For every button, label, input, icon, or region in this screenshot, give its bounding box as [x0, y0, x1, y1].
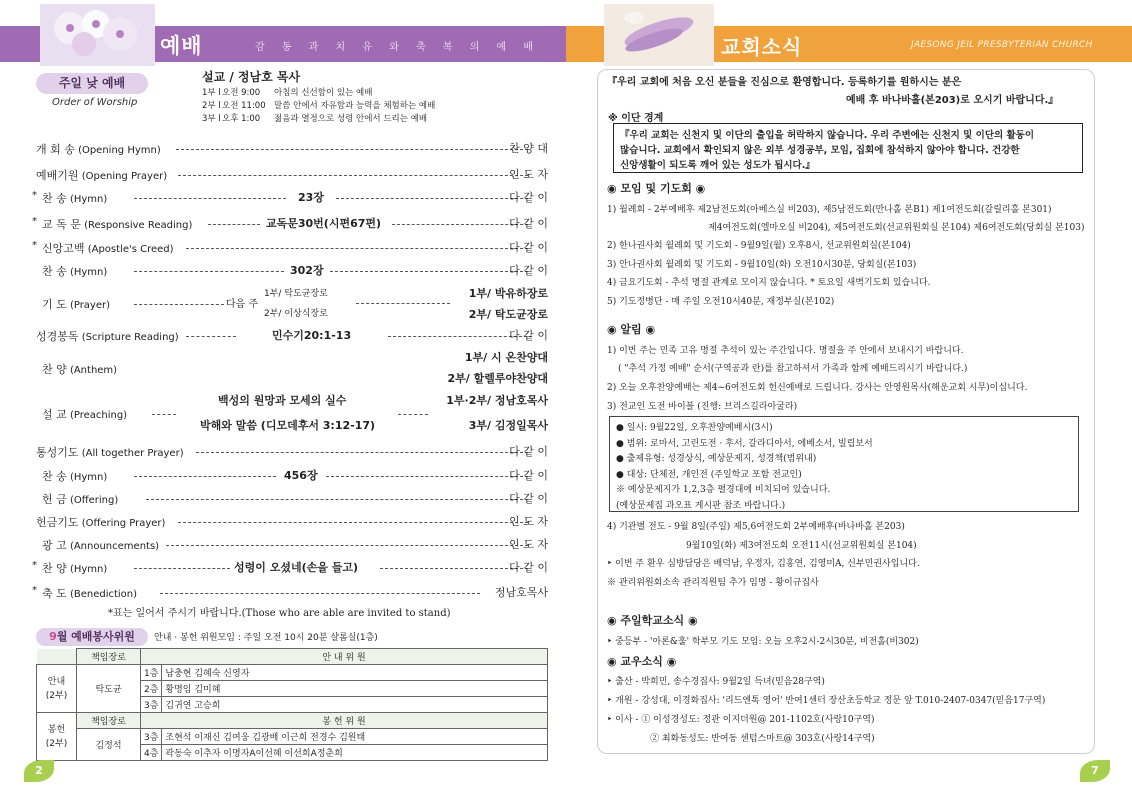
flower-photo-icon [40, 4, 155, 66]
page-number-right: 7 [1080, 760, 1110, 782]
worship-pill: 주일 낮 예배 [36, 73, 148, 94]
right-header-bar [566, 26, 1132, 62]
list-item: 4) 기관별 전도 - 9월 8일(주일) 제5,6여전도회 2부예배후(바나바홀 본203) [607, 522, 905, 532]
welcome-line-1: 『우리 교회에 처음 오신 분들을 진심으로 환영합니다. 등록하기를 원하시는 분은 [607, 77, 962, 88]
guide-elder: 탁도균 [77, 665, 141, 713]
left-header-subtitle: 감 동 과 치 유 와 축 복 의 예 배 [255, 42, 541, 53]
bible-challenge-box: ● 일시: 9월22일, 오후찬양예배시(3시) ● 범위: 로마서, 고린도전 · 후서, 갈라디아서, 에베소서, 빌립보서 ● 출제유형: 성경상식, 예상문제지, 성경책(범위내) ● 대상: 단체전, 개인전 (주일학교 포함 전교인) ※ 예상문제지가 1,2,3층 펼경대에 비치되어 있습니다. (예상문제집 과오표 게시판 참조 바랍니다.) [609, 416, 1079, 512]
order-row-scripture: 성경봉독 (Scripture Reading) 민수기20:1-13 다 같 이 [36, 329, 548, 343]
order-row-hymn-4: * 찬 양 (Hymn) 성령이 오셨네(손을 들고) 다 같 이 [32, 560, 548, 575]
table-row: 곽동숙 이추자 이명자A이선혜 이선희A정춘희 [162, 745, 548, 761]
left-header-bar [0, 26, 566, 62]
heresy-warning-box: 『우리 교회는 신천지 및 이단의 출입을 허락하지 않습니다. 우리 주변에는 신천지 및 이단의 활동이 많습니다. 교회에서 확인되지 않은 외부 성경공부, 모임, 집회에 참석하지 않아야 합니다. 건강한 신앙생활이 되도록 깨어 있는 성도가 됩시다.』 [613, 123, 1083, 173]
service-line: 1부 l오전 9:00 아침의 신선함이 있는 예배 [202, 88, 373, 98]
section-sunday-school: ◉ 주일학교소식 ◉ [607, 614, 698, 627]
order-row-responsive-reading: * 교 독 문 (Responsive Reading) 교독문30번(시편67편) 다 같 이 [32, 216, 548, 231]
order-row-together-prayer: 통성기도 (All together Prayer) 다 같 이 [36, 445, 548, 459]
heresy-warning-title: ※ 이단 경계 [608, 113, 664, 124]
table-row: 김귀연 고승희 [162, 697, 548, 713]
schedule-note: 안내 · 봉헌 위원모임 : 주일 오전 10시 20분 샬롬실(1층) [154, 633, 378, 643]
order-row-offering: 헌 금 (Offering) 다 같 이 [42, 492, 548, 506]
list-item: ※ 관리위원회소속 관리직원팀 추가 임명 - 황이규집사 [607, 578, 819, 588]
list-item: ‣ 개원 - 강성대, 이경화집사: '리드엔톡 영어' 반여1센터 장산초등학교 정문 앞 T.010-2407-0347(믿음17구역) [607, 696, 1046, 706]
right-header-subtitle: JAESONG JEIL PRESBYTERIAN CHURCH [911, 40, 1093, 50]
list-item: ② 최화동성도: 반여동 센텀스마트@ 303호(사랑14구역) [650, 734, 875, 744]
section-member-news: ◉ 교우소식 ◉ [607, 655, 677, 668]
preacher-2: 3부/ 김정일목사 [468, 419, 548, 432]
list-item: ‣ 이사 - ① 이성경성도: 정관 이지더원@ 201-1102호(사랑10구역) [607, 715, 875, 725]
order-of-worship-label: Order of Worship [52, 97, 138, 108]
order-row-opening-hymn: 개 회 송 (Opening Hymn) 찬 양 대 [36, 142, 548, 156]
list-item: 3) 전교인 도전 바이블 (진행: 브리스길라아굴라) [607, 402, 798, 412]
schedule-pill: 9월 예배봉사위원 [36, 628, 148, 646]
prayer-current-1: 1부/ 탁도균장로 [264, 289, 328, 299]
order-row-benediction: * 축 도 (Benediction) 정남호목사 [32, 585, 548, 600]
order-row-announcements: 광 고 (Announcements) 인 도 자 [42, 538, 548, 552]
prayer-next-1: 1부/ 박유하장로 [468, 287, 548, 300]
list-item: ‣ 중등부 - '아론&훌' 학부모 기도 모임: 오늘 오후2시-2시30분, 비전홀(비302) [607, 637, 919, 647]
guide-label: 안내 (2부) [37, 665, 77, 713]
list-item: 4) 금요기도회 - 추석 명절 관계로 모이지 않습니다. * 토요일 새벽기도회 있습니다. [607, 278, 931, 288]
stand-note: *표는 일어서 주시기 바랍니다.(Those who are able are invited to stand) [108, 608, 451, 619]
preacher-1: 1부·2부/ 정남호목사 [446, 394, 548, 407]
table-row: 남충현 김혜숙 신영자 [162, 665, 548, 681]
order-row-hymn-3: 찬 송 (Hymn) 456장 다 같 이 [42, 469, 548, 483]
prayer-dots [356, 303, 450, 304]
prayer-next-2: 2부/ 탁도균장로 [468, 308, 548, 321]
order-row-offering-prayer: 헌금기도 (Offering Prayer) 인 도 자 [36, 515, 548, 529]
table-row: 조현석 이재신 김여웅 김광배 이근희 전경수 김원태 [162, 729, 548, 745]
prayer-current-2: 2부/ 이상식장로 [264, 309, 328, 319]
list-item: 3) 안나권사회 월례회 및 기도회 - 9월10일(화) 오전10시30분, 당회실(본103) [607, 260, 917, 270]
sermon-heading: 설교 / 정남호 목사 [202, 70, 301, 84]
anthem-choir-1: 1부/ 시 온찬양대 [464, 351, 548, 364]
list-item: 1) 이번 주는 민족 고유 명절 추석이 있는 주간입니다. 명절을 주 안에서 보내시기 바랍니다. [607, 346, 964, 356]
order-row-prayer: 기 도 (Prayer) 다음 주 [42, 298, 259, 311]
anthem-choir-2: 2부/ 할렐루야찬양대 [447, 372, 548, 385]
page-number-left: 2 [24, 760, 54, 782]
sermon-title-1: 백성의 원망과 모세의 실수 [218, 394, 347, 407]
order-row-opening-prayer: 예배기원 (Opening Prayer) 인 도 자 [36, 168, 548, 182]
list-item: 제4여전도회(엘마오실 비204), 제5여전도회(선교위원회실 본104) 제6여전도회(당회실 본103) [708, 223, 1085, 233]
service-line: 3부 l오후 1:00 젊음과 열정으로 성령 안에서 드리는 예배 [202, 114, 428, 124]
order-row-preaching: 설 교 (Preaching) [36, 405, 548, 423]
list-item: 9월10일(화) 제3여전도회 오전11시(선교위원회실 본104) [686, 541, 917, 551]
list-item: ( "추석 가정 예배" 순서(구역공과 란)를 참고하셔서 가족과 함께 예배드리시기 바랍니다.) [618, 364, 968, 374]
section-meetings: ◉ 모임 및 기도회 ◉ [607, 182, 706, 195]
order-row-hymn-1: * 찬 송 (Hymn) 23장 다 같 이 [32, 190, 548, 205]
right-header-title: 교회소식 [721, 35, 803, 59]
table-row: 황명임 김미혜 [162, 681, 548, 697]
section-notices: ◉ 알림 ◉ [607, 323, 656, 336]
order-row-hymn-2: 찬 송 (Hymn) 302장 다 같 이 [42, 264, 548, 278]
service-line: 2부 l오전 11:00 말씀 안에서 자유함과 능력을 체험하는 예배 [202, 101, 436, 111]
list-item: 1) 월례회 - 2부예배후 제2남전도회(아베스실 비203), 제5남전도회(만나홀 본B1) 제1여전도회(갈릴리홀 본301) [607, 205, 1052, 215]
list-item: 2) 오늘 오후찬양예배는 제4~6여전도회 헌신예배로 드립니다. 강사는 안영원목사(해운교회 시무)이십니다. [607, 383, 1028, 393]
volunteer-table: 책임장로 안 내 위 원 안내 (2부) 탁도균 1층 남충현 김혜숙 신영자 2층 황명임 김미혜 3층 김귀연 고승희 봉헌 (2부) 책임장로 봉 헌 위 원 김정석 3층 조현석 이재신 김여웅 김광배 이근희 전경수 김원태 4층 곽동숙 이추자 이명자A이선혜 이선희A정춘희 [36, 648, 548, 761]
sermon-title-2: 박해와 말씀 (디모데후서 3:12-17) [200, 419, 376, 432]
list-item: 5) 기도정병단 - 매 주일 오전10시40분, 재정부실(본102) [607, 297, 835, 307]
offer-label: 봉헌 (2부) [37, 713, 77, 761]
order-row-apostles-creed: * 신앙고백 (Apostle's Creed) 다 같 이 [32, 240, 548, 255]
list-item: 2) 한나권사회 월례회 및 기도회 - 9월9일(월) 오후8시, 선교위원회실(본104) [607, 241, 911, 251]
offer-elder: 김정석 [77, 729, 141, 761]
welcome-line-2: 예배 후 바나바홀(본203)로 오시기 바랍니다.』 [846, 95, 1059, 106]
list-item: ‣ 출산 - 박희민, 송수경집사: 9월2일 득녀(믿음28구역) [607, 677, 825, 687]
list-item: ‣ 이번 주 환우 심방담당은 배덕남, 우정자, 김홍연, 김영미A, 신부민권사입니다. [607, 559, 920, 569]
left-header-title: 예배 [160, 34, 203, 58]
order-row-anthem: 찬 양 (Anthem) [42, 363, 118, 376]
lavender-photo-icon [604, 4, 714, 66]
